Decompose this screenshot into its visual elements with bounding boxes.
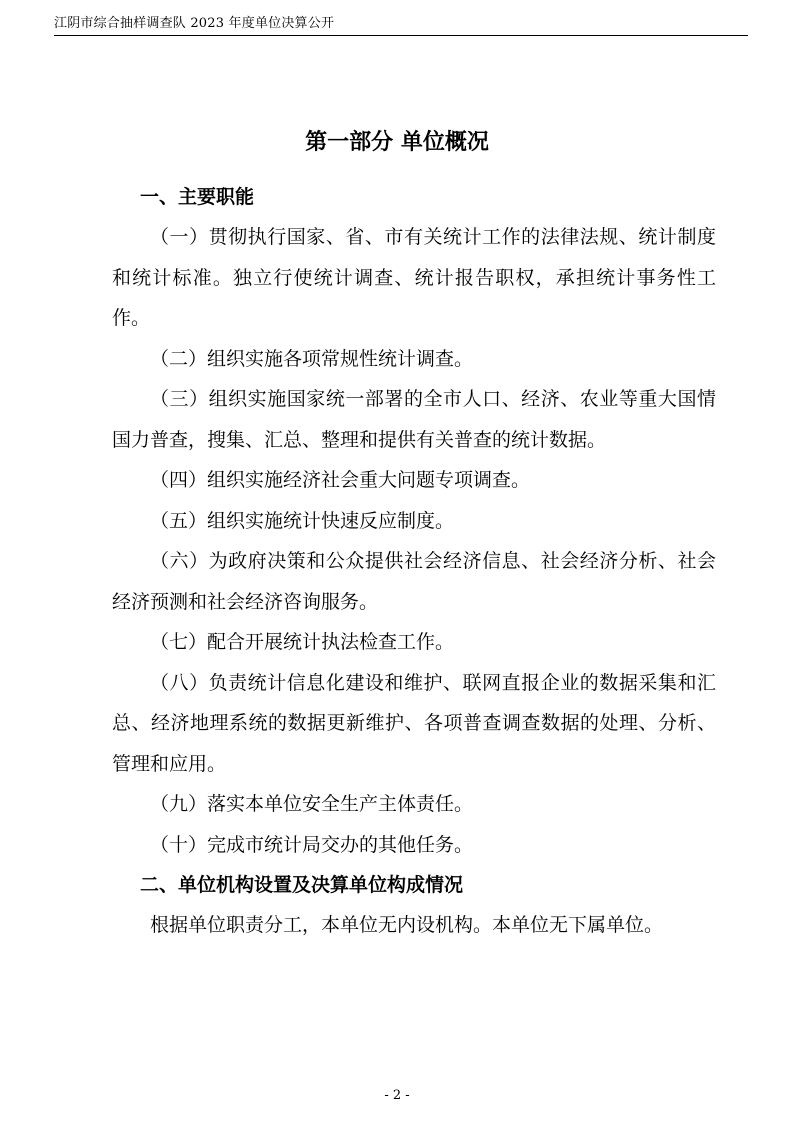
header-rule xyxy=(54,35,748,36)
running-header: 江阴市综合抽样调查队 2023 年度单位决算公开 xyxy=(54,16,335,31)
function-item-8: （八）负责统计信息化建设和维护、联网直报企业的数据采集和汇总、经济地理系统的数据更新维护、各项普查调查数据的处理、分析、管理和应用。 xyxy=(112,671,716,775)
section-heading: 一、主要职能 xyxy=(140,186,255,208)
function-item-10: （十）完成市统计局交办的其他任务。 xyxy=(150,833,474,856)
section-heading: 二、单位机构设置及决算单位构成情况 xyxy=(140,874,464,896)
organization-paragraph: 根据单位职责分工，本单位无内设机构。本单位无下属单位。 xyxy=(150,914,664,936)
function-item-7: （七）配合开展统计执法检查工作。 xyxy=(150,631,455,653)
section-organization xyxy=(112,865,716,946)
function-item-2: （二）组织实施各项常规性统计调查。 xyxy=(150,347,474,370)
page-number: - 2 - xyxy=(384,1088,410,1103)
page-title: 第一部分 单位概况 xyxy=(305,130,489,155)
function-item-9: （九）落实本单位安全生产主体责任。 xyxy=(150,793,474,815)
document-body xyxy=(112,177,716,946)
function-item-6: （六）为政府决策和公众提供社会经济信息、社会经济分析、社会经济预测和社会经济咨询服务。 xyxy=(112,550,716,613)
function-item-4: （四）组织实施经济社会重大问题专项调查。 xyxy=(150,469,531,491)
section-main-functions xyxy=(112,177,716,865)
function-item-1: （一）贯彻执行国家、省、市有关统计工作的法律法规、统计制度和统计标准。独立行使统计调查、统计报告职权，承担统计事务性工作。 xyxy=(112,226,716,329)
function-item-3: （三）组织实施国家统一部署的全市人口、经济、农业等重大国情国力普查，搜集、汇总、整理和提供有关普查的统计数据。 xyxy=(112,388,716,451)
function-item-5: （五）组织实施统计快速反应制度。 xyxy=(150,509,455,532)
